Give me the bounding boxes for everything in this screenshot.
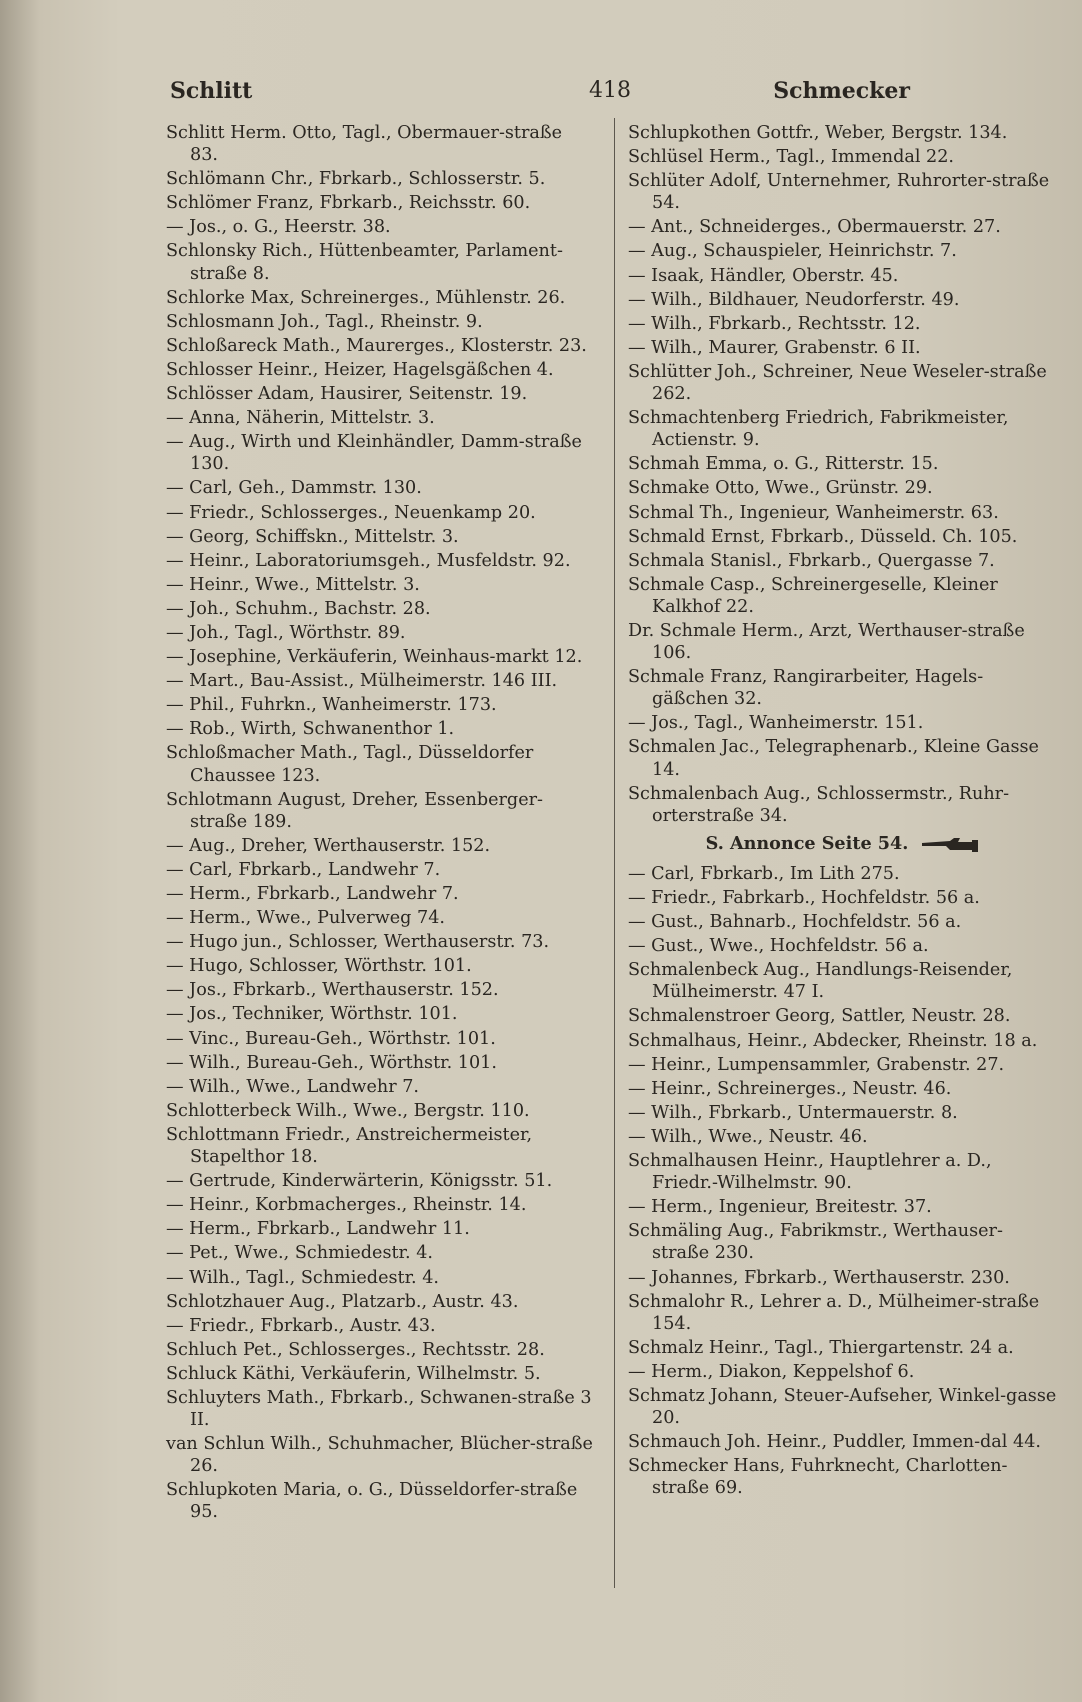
pointing-hand-icon xyxy=(920,835,980,853)
directory-entry: Schmald Ernst, Fbrkarb., Düsseld. Ch. 105. xyxy=(628,526,1018,547)
directory-entry: — Phil., Fuhrkn., Wanheimerstr. 173. xyxy=(166,695,497,716)
directory-entry: Schlotterbeck Wilh., Wwe., Bergstr. 110. xyxy=(166,1100,530,1121)
directory-entry: — Jos., Fbrkarb., Werthauserstr. 152. xyxy=(166,980,499,1001)
directory-entry: — Jos., Tagl., Wanheimerstr. 151. xyxy=(628,713,924,734)
directory-entry: — Pet., Wwe., Schmiedestr. 4. xyxy=(166,1243,434,1264)
directory-entry: — Josephine, Verkäuferin, Weinhaus-markt 12. xyxy=(166,647,583,668)
directory-entry: — Heinr., Lumpensammler, Grabenstr. 27. xyxy=(628,1054,1005,1075)
directory-entry: Schlömer Franz, Fbrkarb., Reichsstr. 60. xyxy=(166,193,531,214)
directory-entry: Schmalhaus, Heinr., Abdecker, Rheinstr. 18 a. xyxy=(628,1030,1038,1051)
directory-entry: — Vinc., Bureau-Geh., Wörthstr. 101. xyxy=(166,1028,496,1049)
directory-entry: — Wilh., Fbrkarb., Rechtsstr. 12. xyxy=(628,313,921,334)
directory-entry: — Aug., Schauspieler, Heinrichstr. 7. xyxy=(628,241,957,262)
directory-entry: — Wilh., Maurer, Grabenstr. 6 II. xyxy=(628,337,921,358)
directory-entry: Schmachtenberg Friedrich, Fabrikmeister, Actienstr. 9. xyxy=(628,408,1009,451)
directory-entry: — Wilh., Bureau-Geh., Wörthstr. 101. xyxy=(166,1052,497,1073)
directory-entry: Schmalz Heinr., Tagl., Thiergartenstr. 24 a. xyxy=(628,1337,1014,1358)
header-last-entry: Schmecker xyxy=(773,78,910,104)
directory-entry: — Hugo jun., Schlosser, Werthauserstr. 73. xyxy=(166,932,550,953)
directory-entry: Schmala Stanisl., Fbrkarb., Quergasse 7. xyxy=(628,550,995,571)
directory-entry: — Wilh., Bildhauer, Neudorferstr. 49. xyxy=(628,289,960,310)
directory-entry: Schmal Th., Ingenieur, Wanheimerstr. 63. xyxy=(628,502,999,523)
directory-entry: — Heinr., Wwe., Mittelstr. 3. xyxy=(166,574,420,595)
directory-entry: Schmalenbeck Aug., Handlungs-Reisender, Mülheimerstr. 47 I. xyxy=(628,960,1013,1003)
directory-entry: — Herm., Ingenieur, Breitestr. 37. xyxy=(628,1197,932,1218)
directory-entry: — Wilh., Fbrkarb., Untermauerstr. 8. xyxy=(628,1102,958,1123)
directory-entry: Schlitt Herm. Otto, Tagl., Obermauer-straße 83. xyxy=(166,123,563,166)
directory-entry: Schmake Otto, Wwe., Grünstr. 29. xyxy=(628,478,933,499)
directory-entry: Schlosser Heinr., Heizer, Hagelsgäßchen 4. xyxy=(166,359,554,380)
directory-entry: — Ant., Schneiderges., Obermauerstr. 27. xyxy=(628,217,1001,238)
right-column xyxy=(628,122,1058,1501)
directory-entry: — Carl, Geh., Dammstr. 130. xyxy=(166,478,422,499)
header-first-entry: Schlitt xyxy=(170,78,253,104)
page-header xyxy=(170,78,910,108)
directory-entry: — Isaak, Händler, Oberstr. 45. xyxy=(628,265,899,286)
directory-entry: — Wilh., Wwe., Landwehr 7. xyxy=(166,1076,420,1097)
directory-entry: Schmalenstroer Georg, Sattler, Neustr. 28. xyxy=(628,1006,1011,1027)
annonce-reference xyxy=(628,833,1058,855)
directory-entry: Schlütter Joh., Schreiner, Neue Weseler-straße 262. xyxy=(628,361,1047,405)
directory-entry: Schmatz Johann, Steuer-Aufseher, Winkel-gasse 20. xyxy=(628,1385,1057,1429)
directory-entry: — Gust., Wwe., Hochfeldstr. 56 a. xyxy=(628,936,929,957)
directory-entry: — Gust., Bahnarb., Hochfeldstr. 56 a. xyxy=(628,912,962,933)
directory-entry: Schlösser Adam, Hausirer, Seitenstr. 19. xyxy=(166,384,528,405)
directory-entry: Schmale Casp., Schreinergeselle, Kleiner Kalkhof 22. xyxy=(628,574,998,617)
directory-entry: — Jos., o. G., Heerstr. 38. xyxy=(166,217,391,238)
directory-entry: — Mart., Bau-Assist., Mülheimerstr. 146 III. xyxy=(166,671,558,692)
directory-entry: Schloßareck Math., Maurerges., Klosterstr. 23. xyxy=(166,335,587,356)
directory-entry: Schmale Franz, Rangirarbeiter, Hagels-gäßchen 32. xyxy=(628,667,984,710)
directory-entry: Schluyters Math., Fbrkarb., Schwanen-straße 3 II. xyxy=(166,1387,592,1431)
directory-entry: Schlotmann August, Dreher, Essenberger-straße 189. xyxy=(166,789,543,832)
directory-entry: — Anna, Näherin, Mittelstr. 3. xyxy=(166,408,435,429)
directory-entry: Schmalohr R., Lehrer a. D., Mülheimer-straße 154. xyxy=(628,1291,1040,1334)
directory-entry: — Wilh., Tagl., Schmiedestr. 4. xyxy=(166,1267,440,1288)
directory-entry: Schlömann Chr., Fbrkarb., Schlosserstr. 5. xyxy=(166,169,546,190)
directory-entry: Schmalenbach Aug., Schlossermstr., Ruhr-orterstraße 34. xyxy=(628,783,1010,826)
directory-entry: Schloßmacher Math., Tagl., Düsseldorfer Chaussee 123. xyxy=(166,743,534,786)
column-divider xyxy=(614,118,615,1588)
directory-entry: — Rob., Wirth, Schwanenthor 1. xyxy=(166,719,455,740)
directory-entry: — Heinr., Schreinerges., Neustr. 46. xyxy=(628,1078,952,1099)
directory-entry: Schmah Emma, o. G., Ritterstr. 15. xyxy=(628,454,939,475)
directory-entry: Dr. Schmale Herm., Arzt, Werthauser-straße 106. xyxy=(628,620,1025,664)
directory-entry: — Friedr., Schlosserges., Neuenkamp 20. xyxy=(166,502,536,523)
directory-entry: — Carl, Fbrkarb., Im Lith 275. xyxy=(628,863,900,884)
directory-entry: — Wilh., Wwe., Neustr. 46. xyxy=(628,1126,868,1147)
directory-entry: Schmalen Jac., Telegraphenarb., Kleine Gasse 14. xyxy=(628,737,1039,780)
directory-entry: Schlüsel Herm., Tagl., Immendal 22. xyxy=(628,147,955,168)
directory-entry: — Johannes, Fbrkarb., Werthauserstr. 230. xyxy=(628,1267,1010,1288)
directory-entry: — Herm., Fbrkarb., Landwehr 11. xyxy=(166,1219,470,1240)
directory-entry: Schlonsky Rich., Hüttenbeamter, Parlament-straße 8. xyxy=(166,241,563,284)
directory-entry: — Joh., Schuhm., Bachstr. 28. xyxy=(166,598,431,619)
directory-entry: Schlupkothen Gottfr., Weber, Bergstr. 134. xyxy=(628,123,1008,143)
directory-entry: — Herm., Wwe., Pulverweg 74. xyxy=(166,908,446,929)
directory-entry: — Herm., Fbrkarb., Landwehr 7. xyxy=(166,884,459,904)
directory-entry: — Jos., Techniker, Wörthstr. 101. xyxy=(166,1004,458,1025)
directory-entry: Schmecker Hans, Fuhrknecht, Charlotten-straße 69. xyxy=(628,1456,1008,1499)
directory-entry: — Georg, Schiffskn., Mittelstr. 3. xyxy=(166,526,459,547)
directory-entry: van Schlun Wilh., Schuhmacher, Blücher-straße 26. xyxy=(166,1434,593,1477)
left-column xyxy=(166,122,594,1526)
directory-entry: Schlorke Max, Schreinerges., Mühlenstr. 26. xyxy=(166,287,566,308)
directory-entry: Schluck Käthi, Verkäuferin, Wilhelmstr. 5. xyxy=(166,1363,541,1384)
directory-entry: — Friedr., Fbrkarb., Austr. 43. xyxy=(166,1315,436,1336)
directory-entry: — Heinr., Korbmacherges., Rheinstr. 14. xyxy=(166,1195,527,1216)
directory-entry: — Hugo, Schlosser, Wörthstr. 101. xyxy=(166,956,472,977)
directory-entry: — Aug., Dreher, Werthauserstr. 152. xyxy=(166,835,491,856)
directory-entry: — Friedr., Fabrkarb., Hochfeldstr. 56 a. xyxy=(628,888,980,908)
directory-entry: Schlottmann Friedr., Anstreichermeister, Stapelthor 18. xyxy=(166,1124,533,1168)
directory-entry: Schmäling Aug., Fabrikmstr., Werthauser-straße 230. xyxy=(628,1221,1003,1264)
directory-entry: — Gertrude, Kinderwärterin, Königsstr. 51. xyxy=(166,1171,553,1192)
directory-entry: Schlupkoten Maria, o. G., Düsseldorfer-straße 95. xyxy=(166,1480,578,1523)
directory-entry: Schlotzhauer Aug., Platzarb., Austr. 43. xyxy=(166,1291,519,1312)
directory-entry: — Herm., Diakon, Keppelshof 6. xyxy=(628,1361,915,1382)
directory-entry: — Joh., Tagl., Wörthstr. 89. xyxy=(166,622,406,643)
directory-entry: Schlüter Adolf, Unternehmer, Ruhrorter-straße 54. xyxy=(628,171,1050,214)
directory-entry: Schmauch Joh. Heinr., Puddler, Immen-dal 44. xyxy=(628,1432,1041,1453)
directory-entry: — Aug., Wirth und Kleinhändler, Damm-straße 130. xyxy=(166,432,582,475)
annonce-text: S. Annonce Seite 54. xyxy=(705,832,909,854)
page-number-text: 418 xyxy=(589,78,631,103)
directory-entry: — Carl, Fbrkarb., Landwehr 7. xyxy=(166,859,441,880)
directory-entry: Schlosmann Joh., Tagl., Rheinstr. 9. xyxy=(166,311,483,332)
directory-entry: — Heinr., Laboratoriumsgeh., Musfeldstr. 92. xyxy=(166,550,571,571)
directory-entry: Schluch Pet., Schlosserges., Rechtsstr. 28. xyxy=(166,1339,545,1360)
directory-entry: Schmalhausen Heinr., Hauptlehrer a. D., Friedr.-Wilhelmstr. 90. xyxy=(628,1151,992,1194)
